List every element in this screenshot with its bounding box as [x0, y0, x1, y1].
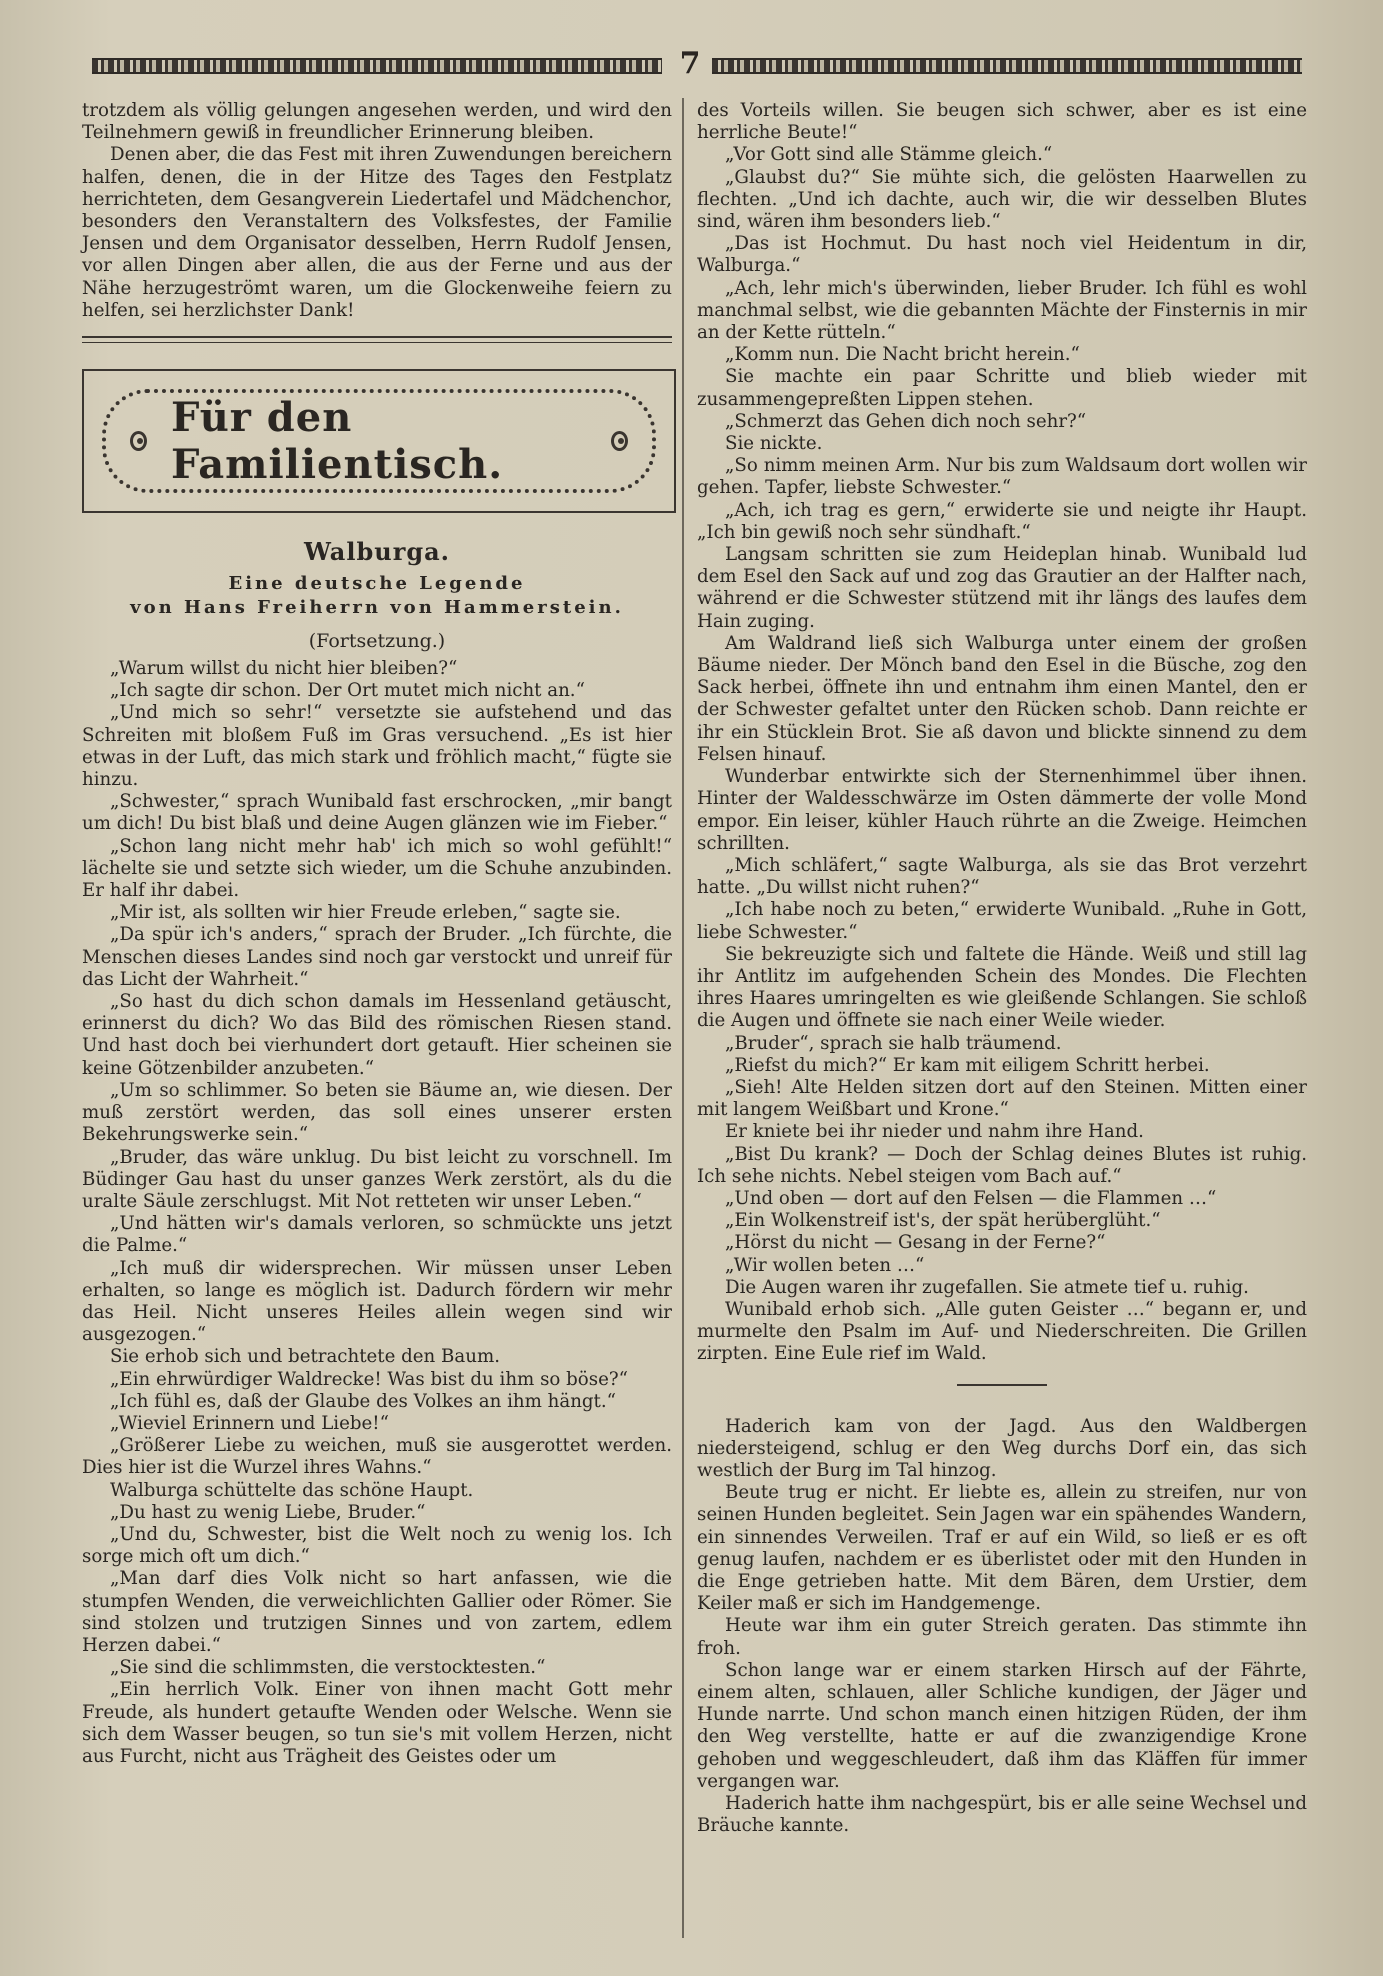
story-paragraph: Sie nickte.: [725, 433, 823, 455]
ornament-dot-icon: [611, 431, 628, 451]
story-title: Walburga.: [303, 537, 451, 567]
story-paragraph: „Vor Gott sind alle Stämme gleich.“: [725, 144, 1053, 166]
header-ornament-left: [92, 58, 662, 74]
page-number: 7: [679, 46, 701, 81]
story-paragraph: Wunderbar entwirkte sich der Sternenhimmel über ihnen. Hinter der Waldesschwärze im Osten dämmerte der volle Mond empor. Ein leiser, kühler Hauch rührte an die Zweige. Heimchen schrillten.: [697, 766, 1307, 854]
right-column: [697, 100, 1307, 1837]
story-paragraph: Die Augen waren ihr zugefallen. Sie atmete tief u. ruhig.: [725, 1276, 1249, 1298]
left-column: [82, 100, 672, 1768]
article-paragraph: Denen aber, die das Fest mit ihren Zuwendungen bereichern halfen, denen, die in der Hitze des Tages den Festplatz herrichteten, dem Gesangverein Liedertafel und Mädchenchor, besonders den Veranstaltern des Volksfestes, der Familie Jensen und dem Organisator desselben, Herrn Rudolf Jensen, vor allen Dingen aber allen, die aus der Ferne und aus der Nähe herzugeströmt waren, um die Glockenweihe feiern zu helfen, sei herzlichster Dank!: [82, 144, 672, 321]
story-paragraph: Langsam schritten sie zum Heideplan hinab. Wunibald lud dem Esel den Sack auf und zog das Grautier an der Halfter nach, während er die Schwester stützend mit ihr längs des laufes dem Hain zuging.: [697, 544, 1307, 632]
article-paragraph: trotzdem als völlig gelungen angesehen werden, und wird den Teilnehmern gewiß in freundlicher Erinnerung bleiben.: [82, 100, 672, 144]
story-paragraph: „Ich sagte dir schon. Der Ort mutet mich nicht an.“: [110, 680, 585, 702]
story-paragraph: Haderich hatte ihm nachgespürt, bis er alle seine Wechsel und Bräuche kannte.: [697, 1793, 1307, 1837]
section-rule: [82, 336, 672, 343]
section-heading: Für den Familientisch.: [171, 394, 504, 489]
story-paragraph: „Man darf dies Volk nicht so hart anfassen, wie die stumpfen Wenden, die verweichlichten Gallier oder Römer. Sie sind stolzen und trutzigen Sinnes und von zartem, edlem Herzen dabei.“: [82, 1568, 672, 1656]
header-ornament-right: [712, 58, 1302, 74]
section-heading-box: [82, 369, 676, 513]
story-author: von Hans Freiherrn von Hammerstein.: [130, 597, 624, 619]
story-paragraph: „Und mich so sehr!“ versetzte sie aufstehend und das Schreiten mit bloßem Fuß im Gras versuchend. „Es ist hier etwas in der Luft, das mich stark und fröhlich macht,“ fügte sie hinzu.: [82, 702, 672, 791]
story-paragraph: „Ich muß dir widersprechen. Wir müssen unser Leben erhalten, so lange es möglich ist. Dadurch fördern wir mehr das Heil. Nicht unseres Heiles allein wegen sind wir ausgezogen.“: [82, 1257, 672, 1346]
story-paragraph: „Ach, ich trag es gern,“ erwiderte sie und neigte ihr Haupt. „Ich bin gewiß noch sehr sündhaft.“: [697, 499, 1307, 543]
story-paragraph: „Riefst du mich?“ Er kam mit eiligem Schritt herbei.: [725, 1054, 1210, 1076]
story-paragraph: „Mich schläfert,“ sagte Walburga, als sie das Brot verzehrt hatte. „Du willst nicht ruhen?“: [697, 854, 1307, 899]
story-paragraph: „Schmerzt das Gehen dich noch sehr?“: [725, 410, 1087, 432]
story-paragraph: Wunibald erhob sich. „Alle guten Geister …“ begann er, und murmelte den Psalm im Auf- und Niederschreiten. Die Grillen zirpten. Eine Eule rief im Wald.: [697, 1298, 1307, 1365]
story-paragraph: „Komm nun. Die Nacht bricht herein.“: [725, 344, 1080, 366]
story-paragraph: Beute trug er nicht. Er liebte es, allein zu streifen, nur von seinen Hunden begleitet. Sein Jagen war ein spähendes Wandern, ein sinnendes Verweilen. Traf er auf ein Wild, so ließ er es oft genug laufen, nachdem er es überlistet oder mit den Hunden in die Enge getrieben hatte. Mit dem Bären, dem Urstier, dem Keiler maß er sich im Handgemenge.: [697, 1482, 1307, 1615]
story-paragraph: Walburga schüttelte das schöne Haupt.: [110, 1479, 474, 1501]
column-divider: [682, 98, 684, 1938]
story-paragraph: Heute war ihm ein guter Streich geraten. Das stimmte ihn froh.: [697, 1615, 1307, 1659]
story-subtitle: Eine deutsche Legende: [228, 573, 526, 595]
section-separator: [957, 1384, 1047, 1386]
story-paragraph: „Glaubst du?“ Sie mühte sich, die gelösten Haarwellen zu flechten. „Und ich dachte, auch wir, die wir desselben Blutes sind, wären ihm besonders lieb.“: [697, 166, 1307, 233]
story-paragraph: „Bruder, das wäre unklug. Du bist leicht zu vorschnell. Im Büdinger Gau hast du unser ganzes Werk zerstört, als du die uralte Säule zerschlugst. Mit Not retteten wir unser Leben.“: [82, 1146, 672, 1212]
story-paragraph: Sie erhob sich und betrachtete den Baum.: [110, 1346, 500, 1368]
story-paragraph: „Warum willst du nicht hier bleiben?“: [110, 658, 458, 680]
section-heading-frame: [102, 389, 656, 493]
story-paragraph: des Vorteils willen. Sie beugen sich schwer, aber es ist eine herrliche Beute!“: [697, 100, 1307, 144]
story-paragraph: „So nimm meinen Arm. Nur bis zum Waldsaum dort wollen wir gehen. Tapfer, liebste Schwester.“: [697, 455, 1307, 499]
story-paragraph: Am Waldrand ließ sich Walburga unter einem der großen Bäume nieder. Der Mönch band den Esel in die Büsche, zog den Sack herbei, öffnete ihn und entnahm ihm einen Mantel, den er der Schwester gefaltet unter den Rücken schob. Dann reichte er ihr ein Stücklein Brot. Sie aß davon und blickte sinnend zu dem Felsen hinauf.: [697, 632, 1307, 765]
story-paragraph: Er kniete bei ihr nieder und nahm ihre Hand.: [725, 1121, 1144, 1143]
story-paragraph: Schon lange war er einem starken Hirsch auf der Fährte, einem alten, schlauen, aller Schliche kundigen, der Jäger und Hunde narrte. Und schon manch einen hitzigen Rüden, der ihm den Weg verstellte, hatte er auf die zwanzigendige Krone gehoben und weggeschleudert, daß ihm das Kläffen für immer vergangen war.: [697, 1659, 1307, 1792]
story-paragraph: „Schwester,“ sprach Wunibald fast erschrocken, „mir bangt um dich! Du bist blaß und deine Augen glänzen wie im Fieber.“: [82, 791, 672, 835]
story-paragraph: „Hörst du nicht — Gesang in der Ferne?“: [725, 1232, 1106, 1254]
story-paragraph: „Ein ehrwürdiger Waldrecke! Was bist du ihm so böse?“: [110, 1368, 628, 1390]
story-paragraph: Sie machte ein paar Schritte und blieb wieder mit zusammengepreßten Lippen stehen.: [697, 366, 1307, 410]
story-paragraph: „Ich fühl es, daß der Glaube des Volkes an ihm hängt.“: [110, 1390, 616, 1412]
story-paragraph: „Und du, Schwester, bist die Welt noch zu wenig los. Ich sorge mich oft um dich.“: [82, 1523, 672, 1568]
story-paragraph: „Und hätten wir's damals verloren, so schmückte uns jetzt die Palme.“: [82, 1213, 672, 1257]
story-paragraph: „Schon lang nicht mehr hab' ich mich so wohl gefühlt!“ lächelte sie und setzte sich wieder, um die Schuhe anzubinden. Er half ihr dabei.: [82, 835, 672, 902]
story-paragraph: „Du hast zu wenig Liebe, Bruder.“: [110, 1501, 426, 1523]
story-paragraph: „Wieviel Erinnern und Liebe!“: [110, 1412, 389, 1434]
story-paragraph: „So hast du dich schon damals im Hessenland getäuscht, erinnerst du dich? Wo das Bild des römischen Riesen stand. Und hast doch bei vierhundert dort getauft. Hier scheinen sie keine Götzenbilder anzubeten.“: [82, 991, 672, 1079]
story-paragraph: „Ich habe noch zu beten,“ erwiderte Wunibald. „Ruhe in Gott, liebe Schwester.“: [697, 899, 1307, 943]
story-paragraph: „Wir wollen beten …“: [725, 1254, 925, 1276]
continuation-note: (Fortsetzung.): [308, 630, 446, 653]
story-paragraph: „Bruder“, sprach sie halb träumend.: [725, 1032, 1062, 1054]
story-paragraph: „Und oben — dort auf den Felsen — die Flammen …“: [725, 1187, 1217, 1209]
story-paragraph: „Sie sind die schlimmsten, die verstocktesten.“: [110, 1657, 546, 1679]
story-paragraph: „Größerer Liebe zu weichen, muß sie ausgerottet werden. Dies hier ist die Wurzel ihres Wahns.“: [82, 1435, 672, 1479]
story-paragraph: „Da spür ich's anders,“ sprach der Bruder. „Ich fürchte, die Menschen dieses Landes sind noch gar verstockt und unreif für das Licht der Wahrheit.“: [82, 924, 672, 990]
story-paragraph: „Bist Du krank? — Doch der Schlag deines Blutes ist ruhig. Ich sehe nichts. Nebel steigen vom Bach auf.“: [697, 1143, 1307, 1187]
story-paragraph: Sie bekreuzigte sich und faltete die Hände. Weiß und still lag ihr Antlitz im aufgehenden Schein des Mondes. Die Flechten ihres Haares umringelten es wie gleißende Schlangen. Sie schloß die Augen und öffnete sie nach einer Weile wieder.: [697, 943, 1307, 1032]
page-header: [92, 44, 1302, 84]
story-paragraph: „Ein herrlich Volk. Einer von ihnen macht Gott mehr Freude, als hundert getaufte Wenden oder Welsche. Wenn sie sich dem Wasser beugen, so tun sie's mit vollem Herzen, nicht aus Furcht, nicht aus Trägheit des Geistes oder um: [82, 1679, 672, 1767]
ornament-dot-icon: [130, 431, 147, 451]
story-paragraph: „Das ist Hochmut. Du hast noch viel Heidentum in dir, Walburga.“: [697, 233, 1307, 277]
story-paragraph: „Ein Wolkenstreif ist's, der spät herüberglüht.“: [725, 1210, 1161, 1232]
story-paragraph: Haderich kam von der Jagd. Aus den Waldbergen niedersteigend, schlug er den Weg durchs Dorf ein, das sich westlich der Burg im Tal hinzog.: [697, 1415, 1307, 1481]
story-paragraph: „Mir ist, als sollten wir hier Freude erleben,“ sagte sie.: [110, 902, 621, 924]
story-paragraph: „Um so schlimmer. So beten sie Bäume an, wie diesen. Der muß zerstört werden, das soll eines unserer ersten Bekehrungswerke sein.“: [82, 1079, 672, 1146]
story-paragraph: „Ach, lehr mich's überwinden, lieber Bruder. Ich fühl es wohl manchmal selbst, wie die gebannten Mächte der Finsternis in mir an der Kette rütteln.“: [697, 277, 1307, 344]
story-paragraph: „Sieh! Alte Helden sitzen dort auf den Steinen. Mitten einer mit langem Weißbart und Krone.“: [697, 1076, 1307, 1121]
